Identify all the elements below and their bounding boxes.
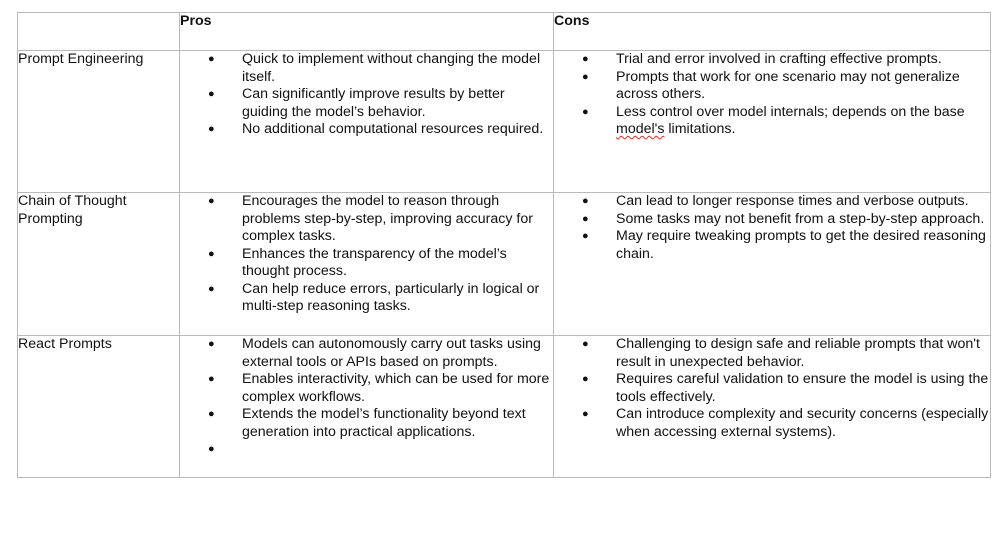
cons-cell[interactable]: [554, 51, 991, 193]
bullet-icon: ●: [582, 70, 589, 83]
cons-list: [554, 193, 990, 263]
list-item: [180, 51, 553, 86]
row-label: Chain of Thought Prompting: [18, 193, 127, 227]
list-item-text: Some tasks may not benefit from a step-by-step approach.: [616, 210, 985, 227]
row-label-cell[interactable]: [18, 193, 180, 336]
list-item: [554, 193, 990, 211]
header-row: [18, 13, 991, 51]
list-item: [554, 51, 990, 69]
list-item-text: May require tweaking prompts to get the desired reasoning chain.: [616, 228, 986, 262]
pros-cell[interactable]: [180, 336, 554, 478]
bullet-icon: ●: [582, 230, 589, 242]
list-item: [554, 371, 990, 406]
list-item: [180, 281, 553, 316]
pros-list: [180, 336, 553, 459]
bullet-icon: ●: [582, 338, 589, 350]
list-item: [554, 336, 990, 371]
list-item: [180, 86, 553, 121]
row-label-cell[interactable]: [18, 336, 180, 478]
bullet-icon: ●: [582, 408, 589, 420]
list-item-text: Prompts that work for one scenario may not generalize across others.: [616, 68, 960, 102]
list-item: [554, 211, 990, 229]
list-item: [180, 406, 553, 441]
bullet-icon: ●: [208, 88, 215, 100]
pros-cell[interactable]: [180, 193, 554, 336]
bullet-icon: ●: [208, 373, 215, 385]
list-item-text: Can lead to longer response times and verbose outputs.: [616, 193, 969, 209]
row-label: React Prompts: [18, 336, 112, 352]
list-item-text: Enhances the transparency of the model’s thought process.: [242, 245, 507, 279]
list-item-text: Requires careful validation to ensure the model is using the tools effectively.: [616, 371, 989, 405]
bullet-icon: ●: [582, 105, 589, 118]
list-item: [554, 104, 990, 139]
bullet-icon: ●: [582, 373, 589, 385]
list-item: [554, 69, 990, 104]
bullet-icon: ●: [208, 338, 215, 350]
list-item-text: Encourages the model to reason through problems step-by-step, improving accuracy for complex tasks.: [242, 193, 533, 244]
bullet-icon: ●: [208, 282, 215, 295]
cons-list: [554, 51, 990, 139]
row-label: Prompt Engineering: [18, 51, 144, 67]
pros-list: [180, 193, 553, 316]
header-pros[interactable]: Pros: [180, 13, 554, 51]
list-item-text: Trial and error involved in crafting effective prompts.: [616, 51, 942, 67]
bullet-icon: ●: [208, 195, 215, 207]
bullet-icon: ●: [208, 123, 215, 135]
list-item-text: Challenging to design safe and reliable prompts that won't result in unexpected behavior.: [616, 336, 980, 370]
pros-cons-table: [17, 12, 991, 478]
pros-cell[interactable]: [180, 51, 554, 193]
header-empty-cell[interactable]: [18, 13, 180, 51]
list-item: [180, 336, 553, 371]
list-item-text: Quick to implement without changing the model itself.: [242, 51, 541, 85]
list-item-text: Models can autonomously carry out tasks using external tools or APIs based on prompts.: [242, 336, 541, 370]
list-item: [554, 406, 990, 441]
list-item-text: Extends the model’s functionality beyond text generation into practical applications.: [242, 406, 526, 440]
list-item-text-tail: limitations.: [668, 121, 736, 137]
bullet-icon: ●: [582, 195, 589, 207]
list-item-empty: [180, 441, 553, 459]
bullet-icon: ●: [208, 443, 215, 455]
spellcheck-flagged-word[interactable]: model's: [616, 121, 665, 137]
bullet-icon: ●: [582, 212, 589, 225]
bullet-icon: ●: [582, 53, 589, 65]
table-row-react-prompts: [18, 336, 991, 478]
list-item-text: No additional computational resources required.: [242, 121, 544, 137]
bullet-icon: ●: [208, 247, 215, 260]
list-item: [180, 371, 553, 406]
bullet-icon: ●: [208, 53, 215, 65]
list-item-text: Can introduce complexity and security concerns (especially when accessing external systems).: [616, 406, 989, 440]
bullet-icon: ●: [208, 408, 215, 420]
cons-list: [554, 336, 990, 441]
pros-list: [180, 51, 553, 139]
table-row-chain-of-thought: [18, 193, 991, 336]
list-item: [180, 246, 553, 281]
table-row-prompt-engineering: [18, 51, 991, 193]
cons-cell[interactable]: [554, 193, 991, 336]
list-item: [180, 193, 553, 246]
list-item-text: Less control over model internals; depends on the base: [616, 103, 965, 120]
list-item: [554, 228, 990, 263]
list-item-text: Can help reduce errors, particularly in logical or multi-step reasoning tasks.: [242, 280, 540, 314]
row-label-cell[interactable]: [18, 51, 180, 193]
list-item-text: Enables interactivity, which can be used for more complex workflows.: [242, 371, 550, 405]
cons-cell[interactable]: [554, 336, 991, 478]
header-cons[interactable]: Cons: [554, 13, 991, 51]
list-item-text: Can significantly improve results by better guiding the model’s behavior.: [242, 86, 505, 120]
list-item: [180, 121, 553, 139]
